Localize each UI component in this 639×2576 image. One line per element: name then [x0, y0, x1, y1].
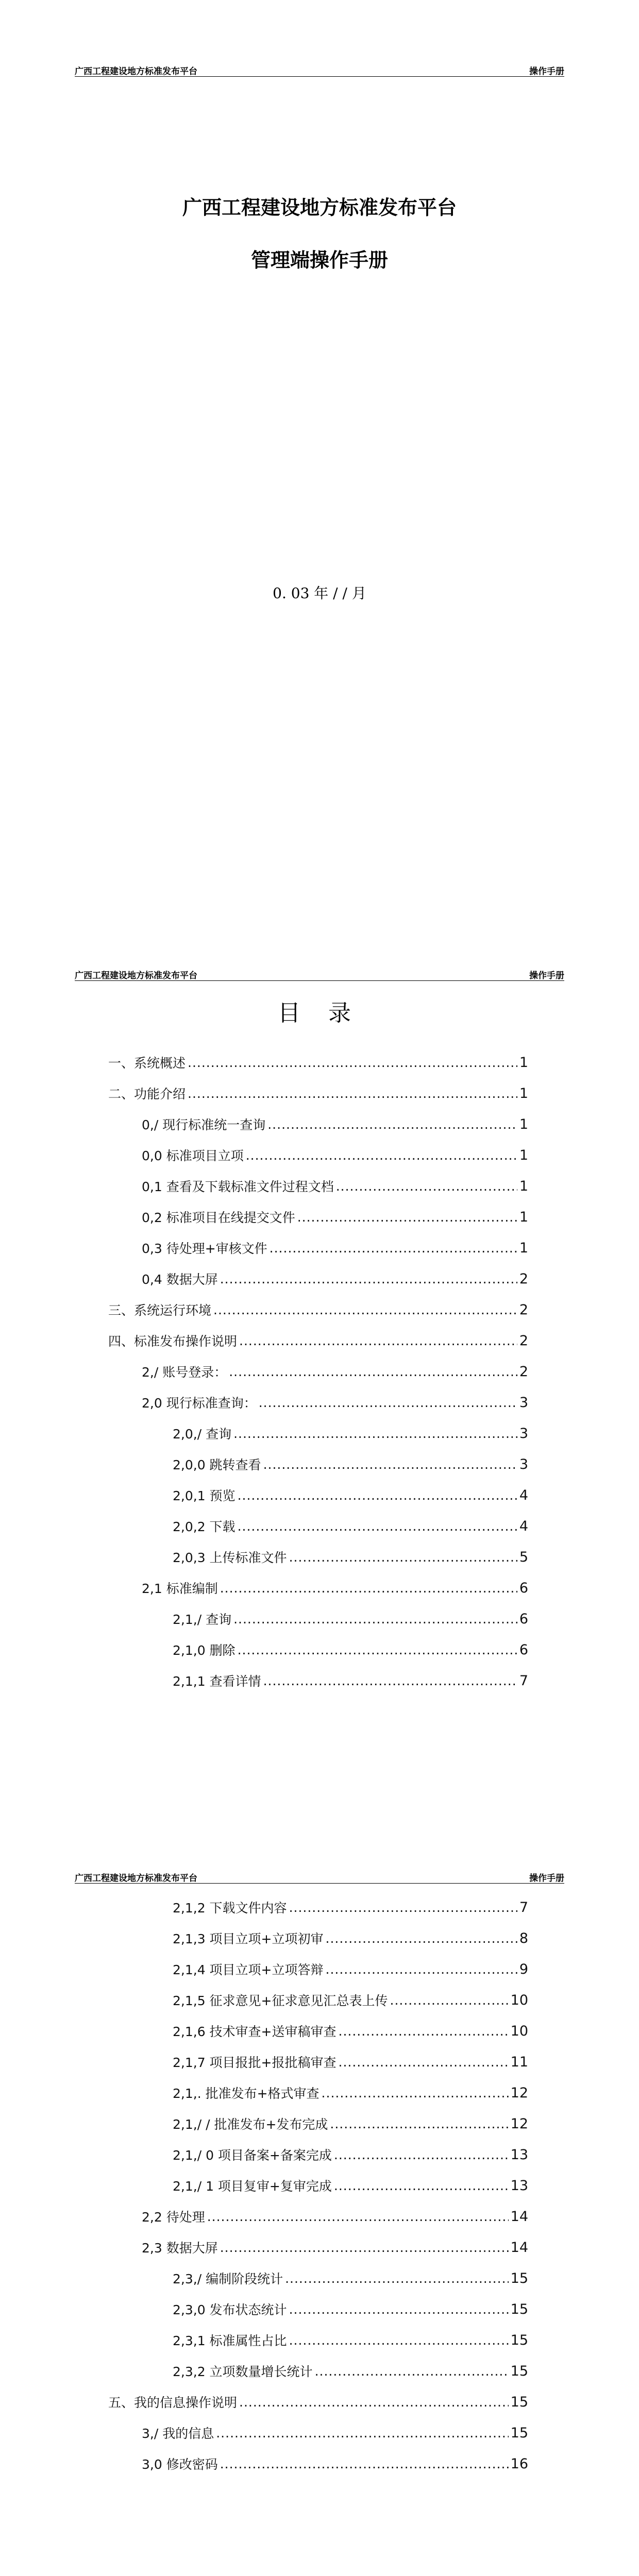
toc-entry-page: 2: [519, 1363, 528, 1380]
cover-subtitle: 管理端操作手册: [250, 248, 388, 272]
toc-leader-dots: [263, 1673, 517, 1688]
toc-entry-page: 9: [519, 1961, 528, 1977]
toc-entry[interactable]: [108, 1325, 528, 1356]
toc-entry-label: 2,0,/ 查询: [173, 1427, 232, 1442]
toc-leader-dots: [238, 1488, 517, 1503]
toc-entry-label: 2,1 标准编制: [142, 1581, 218, 1596]
toc-leader-dots: [339, 2055, 509, 2070]
toc-leader-dots: [326, 1931, 517, 1946]
toc-entry-page: 3: [519, 1425, 528, 1442]
toc-entry[interactable]: [173, 1985, 528, 2015]
toc-entry-page: 13: [510, 2177, 528, 2194]
toc-leader-dots: [188, 1055, 517, 1070]
toc-entry-page: 1: [519, 1147, 528, 1163]
toc-entry-label: 2,1,6 技术审查+送审稿审查: [173, 2024, 337, 2039]
toc-entry[interactable]: [108, 2386, 528, 2417]
header-doc-type: 操作手册: [529, 1873, 564, 1884]
toc-entry-page: 15: [510, 2425, 528, 2441]
toc-entry[interactable]: [142, 2201, 528, 2232]
toc-leader-dots: [289, 2302, 509, 2317]
toc-leader-dots: [334, 2147, 509, 2162]
toc-entry-label: 2,1,2 下载文件内容: [173, 1901, 287, 1916]
toc-entry-page: 13: [510, 2146, 528, 2163]
toc-entry-label: 2,1,3 项目立项+立项初审: [173, 1931, 324, 1946]
toc-entry[interactable]: [173, 2355, 528, 2386]
toc-entry-page: 4: [519, 1487, 528, 1503]
toc-entry-label: 3,0 修改密码: [142, 2457, 218, 2472]
toc-entry[interactable]: [142, 1263, 528, 1294]
toc-leader-dots: [336, 1179, 517, 1194]
toc-entry[interactable]: [142, 1232, 528, 1263]
toc-entry[interactable]: [142, 1140, 528, 1171]
toc-leader-dots: [246, 1148, 517, 1163]
toc-entry-label: 2,/ 账号登录：: [142, 1365, 227, 1380]
toc-leader-dots: [259, 1395, 517, 1410]
toc-page-1: [0, 904, 639, 1807]
toc-leader-dots: [239, 2395, 509, 2410]
toc-leader-dots: [238, 1519, 517, 1534]
toc-entry-label: 2,2 待处理: [142, 2210, 205, 2225]
toc-entry[interactable]: [142, 2232, 528, 2263]
toc-entry-page: 2: [519, 1332, 528, 1349]
toc-entry[interactable]: [173, 2015, 528, 2046]
toc-entry-label: 2,1,/ 查询: [173, 1612, 232, 1627]
toc-leader-dots: [267, 1117, 517, 1132]
toc-entry-label: 3,/ 我的信息: [142, 2426, 214, 2441]
toc-entry-label: 2,1,7 项目报批+报批稿审查: [173, 2055, 337, 2070]
toc-entry[interactable]: [173, 2077, 528, 2108]
toc-leader-dots: [289, 1550, 517, 1565]
toc-entry-page: 11: [510, 2054, 528, 2070]
toc-leader-dots: [216, 2426, 508, 2441]
toc-leader-dots: [285, 2271, 509, 2286]
page-header: [75, 62, 564, 77]
toc-entry-page: 2: [519, 1270, 528, 1287]
toc-leader-dots: [233, 1426, 517, 1441]
toc-entry-page: 6: [519, 1641, 528, 1658]
header-title: 广西工程建设地方标准发布平台: [75, 66, 197, 77]
toc-entry-page: 10: [510, 1992, 528, 2008]
toc-entry[interactable]: [108, 1047, 528, 1078]
toc-entry-page: 12: [510, 2115, 528, 2132]
toc-entry-label: 2,1,/ / 批准发布+发布完成: [173, 2117, 328, 2132]
toc-entry-page: 1: [519, 1178, 528, 1194]
toc-entry[interactable]: [173, 1923, 528, 1954]
toc-entry-label: 五、我的信息操作说明: [108, 2395, 238, 2410]
toc-entry-label: 一、系统概述: [108, 1056, 186, 1071]
toc-entry-label: 2,1,5 征求意见+征求意见汇总表上传: [173, 1993, 388, 2008]
cover-title: 广西工程建设地方标准发布平台: [182, 196, 457, 219]
toc-entry[interactable]: [142, 1356, 528, 1387]
toc-entry-label: 2,1,. 批准发布+格式审查: [173, 2086, 320, 2101]
toc-entry-label: 0,4 数据大屏: [142, 1272, 218, 1287]
toc-entry[interactable]: [142, 2417, 528, 2448]
toc-entry-page: 15: [510, 2332, 528, 2348]
header-doc-type: 操作手册: [529, 971, 564, 981]
toc-leader-dots: [334, 2178, 509, 2193]
toc-entry[interactable]: [173, 2108, 528, 2139]
toc-entry-page: 3: [519, 1394, 528, 1411]
toc-entry-page: 10: [510, 2023, 528, 2039]
toc-entry-label: 2,1,/ 1 项目复审+复审完成: [173, 2179, 332, 2194]
toc-entry[interactable]: [142, 1201, 528, 1232]
toc-entry-label: 三、系统运行环境: [108, 1303, 212, 1318]
toc-leader-dots: [220, 2240, 509, 2255]
toc-entry-label: 2,0,2 下载: [173, 1519, 236, 1534]
toc-entry-label: 0,2 标准项目在线提交文件: [142, 1210, 295, 1225]
toc-entry-label: 2,0,3 上传标准文件: [173, 1550, 287, 1565]
toc-entry-page: 6: [519, 1611, 528, 1627]
toc-entry-page: 5: [519, 1549, 528, 1565]
toc-leader-dots: [207, 2209, 509, 2224]
toc-entry-page: 6: [519, 1580, 528, 1596]
toc-entry[interactable]: [173, 2046, 528, 2077]
toc-entry[interactable]: [173, 1449, 528, 1480]
toc-leader-dots: [220, 1581, 517, 1596]
toc-entry-page: 15: [510, 2363, 528, 2379]
toc-entry-label: 2,3,1 标准属性占比: [173, 2333, 287, 2348]
toc-entry-label: 0,3 待处理+审核文件: [142, 1241, 267, 1256]
toc-leader-dots: [233, 1612, 517, 1626]
page-header: [75, 1869, 564, 1884]
toc-entry-page: 3: [519, 1456, 528, 1472]
toc-entry-label: 2,0,0 跳转查看: [173, 1458, 261, 1472]
toc-entry-label: 2,1,4 项目立项+立项答辩: [173, 1962, 324, 1977]
toc-leader-dots: [289, 2333, 509, 2348]
toc-entry[interactable]: [173, 2139, 528, 2170]
toc-entry[interactable]: [173, 1892, 528, 1923]
toc-entry[interactable]: [173, 2325, 528, 2355]
toc-entry-page: 15: [510, 2270, 528, 2286]
toc-entry[interactable]: [173, 1418, 528, 1449]
toc-leader-dots: [339, 2024, 509, 2039]
toc-entry-label: 2,0 现行标准查询：: [142, 1396, 257, 1411]
toc-entry-label: 2,3,0 发布状态统计: [173, 2302, 287, 2317]
toc-entry[interactable]: [173, 1665, 528, 1696]
toc-entry-label: 四、标准发布操作说明: [108, 1334, 238, 1349]
toc-entry-page: 15: [510, 2301, 528, 2317]
toc-page-2: [0, 1807, 639, 2576]
toc-entry-page: 12: [510, 2084, 528, 2101]
toc-entry[interactable]: [173, 2170, 528, 2201]
toc-entry-label: 0,/ 现行标准统一查询: [142, 1117, 266, 1132]
toc-leader-dots: [188, 1086, 517, 1101]
cover-date: 0. 03 年 / / 月: [273, 585, 366, 602]
toc-title: 目 录: [278, 1000, 361, 1026]
header-title: 广西工程建设地方标准发布平台: [75, 1873, 197, 1884]
toc-leader-dots: [326, 1962, 517, 1977]
toc-leader-dots: [390, 1993, 509, 2008]
toc-entry-label: 2,0,1 预览: [173, 1488, 236, 1503]
toc-entry-label: 2,3,2 立项数量增长统计: [173, 2364, 313, 2379]
toc-entry-page: 4: [519, 1518, 528, 1534]
toc-entry[interactable]: [173, 1541, 528, 1572]
toc-leader-dots: [220, 1272, 517, 1286]
toc-entry[interactable]: [142, 1109, 528, 1140]
toc-leader-dots: [270, 1241, 517, 1256]
toc-entry-label: 2,3,/ 编制阶段统计: [173, 2272, 283, 2286]
toc-entry[interactable]: [173, 2263, 528, 2294]
toc-entry[interactable]: [173, 1634, 528, 1665]
toc-entry[interactable]: [142, 1572, 528, 1603]
toc-entry-page: 8: [519, 1930, 528, 1946]
toc-entry-label: 2,3 数据大屏: [142, 2241, 218, 2256]
toc-leader-dots: [229, 1364, 517, 1379]
toc-entry[interactable]: [108, 1078, 528, 1109]
toc-entry-page: 1: [519, 1054, 528, 1071]
toc-leader-dots: [297, 1210, 517, 1225]
toc-leader-dots: [220, 2456, 509, 2471]
toc-entry-page: 1: [519, 1209, 528, 1225]
toc-entry[interactable]: [173, 1954, 528, 1985]
toc-entry[interactable]: [173, 1511, 528, 1541]
toc-leader-dots: [330, 2116, 508, 2131]
toc-entry[interactable]: [173, 2294, 528, 2325]
toc-leader-dots: [238, 1642, 517, 1657]
toc-entry-page: 1: [519, 1116, 528, 1132]
toc-entry-page: 7: [519, 1899, 528, 1916]
toc-leader-dots: [263, 1457, 517, 1472]
toc-entry[interactable]: [108, 1294, 528, 1325]
page-header: [75, 966, 564, 981]
toc-entry-page: 16: [510, 2455, 528, 2472]
header-title: 广西工程建设地方标准发布平台: [75, 971, 197, 981]
toc-entry[interactable]: [142, 2448, 528, 2479]
toc-entry-page: 14: [510, 2208, 528, 2225]
toc-entry[interactable]: [173, 1480, 528, 1511]
toc-entry-page: 1: [519, 1240, 528, 1256]
toc-entry[interactable]: [142, 1387, 528, 1418]
toc-entry[interactable]: [142, 1171, 528, 1201]
toc-entry-page: 1: [519, 1085, 528, 1101]
toc-leader-dots: [239, 1333, 517, 1348]
toc-entry-label: 2,1,1 查看详情: [173, 1674, 261, 1689]
cover-page: [0, 0, 639, 904]
toc-leader-dots: [322, 2086, 509, 2100]
toc-entry-label: 2,1,0 删除: [173, 1643, 236, 1658]
toc-entry-page: 7: [519, 1672, 528, 1689]
toc-entry-label: 0,0 标准项目立项: [142, 1148, 244, 1163]
toc-leader-dots: [213, 1302, 517, 1317]
toc-entry-label: 2,1,/ 0 项目备案+备案完成: [173, 2148, 332, 2163]
toc-entry-page: 15: [510, 2394, 528, 2410]
toc-entry[interactable]: [173, 1603, 528, 1634]
toc-entry-page: 2: [519, 1301, 528, 1318]
toc-leader-dots: [289, 1900, 517, 1915]
toc-leader-dots: [315, 2364, 509, 2379]
header-doc-type: 操作手册: [529, 66, 564, 77]
toc-entry-label: 0,1 查看及下载标准文件过程文档: [142, 1179, 334, 1194]
toc-entry-label: 二、功能介绍: [108, 1087, 186, 1101]
toc-entry-page: 14: [510, 2239, 528, 2256]
